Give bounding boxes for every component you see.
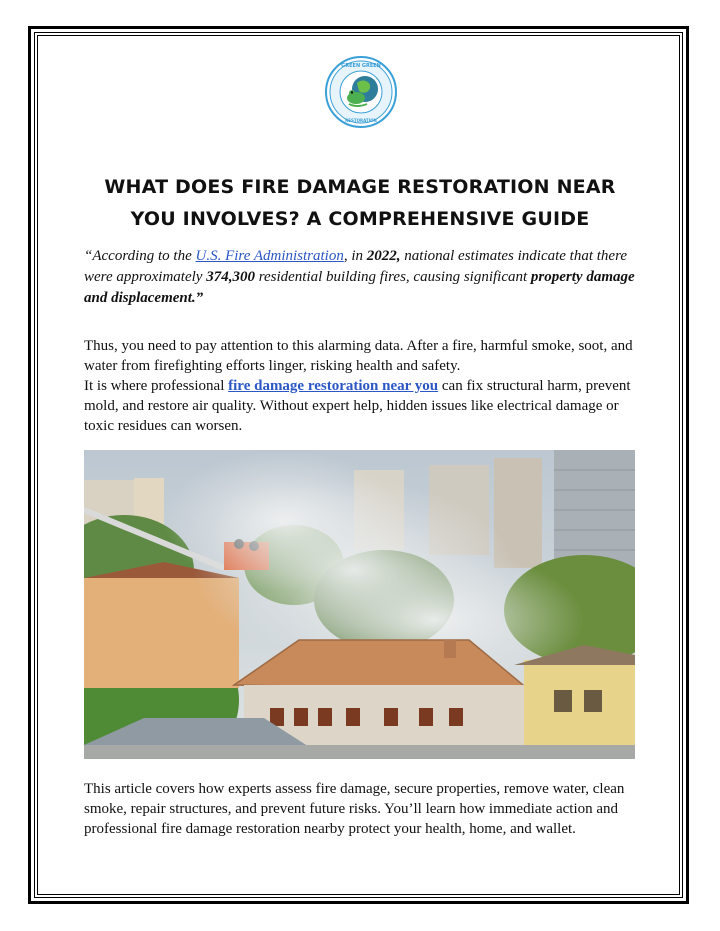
fire-administration-link[interactable]: U.S. Fire Administration [195,248,344,264]
frog-globe-logo-icon [325,56,397,128]
svg-text:RESTORATION: RESTORATION [345,118,377,123]
paragraph-intro-text-b-suffix: can fix structural harm, prevent mold, and restore air quality. Without expert help, hidden issues like electrical damage or toxic residues can worsen. [84,378,631,434]
paragraph-intro [84,336,644,436]
house-fire-photo-icon [84,450,635,759]
quote-after-count: residential building fires, causing significant [254,269,531,285]
quote-emphasis: property damage and displacement.” [84,269,635,306]
company-logo [325,56,397,128]
paragraph-article-overview: This article covers how experts assess fire damage, secure properties, remove water, clean smoke, repair structures, and prevent future risks. You’ll learn how immediate action and professional fire damage restoration nearby protect your health, home, and wallet. [84,781,625,837]
quote-mid: national estimates indicate that there were approximately [84,248,628,285]
title-line-2: YOU INVOLVES? A COMPREHENSIVE GUIDE [130,208,590,230]
svg-text:GREEN GREEN: GREEN GREEN [341,63,381,69]
quote-prefix: “According to the [84,248,196,264]
paragraph-intro-text-b-prefix: It is where professional [84,378,229,394]
quote-count: 374,300 [206,269,255,285]
quote-after-link: , in [343,248,367,264]
house-fire-photo [84,450,635,759]
intro-quote [84,246,644,309]
page-title [84,171,636,235]
quote-year: 2022, [366,248,401,264]
title-line-1: WHAT DOES FIRE DAMAGE RESTORATION NEAR [104,176,616,198]
fire-damage-restoration-link[interactable]: fire damage restoration near you [228,378,439,394]
paragraph-intro-text-a: Thus, you need to pay attention to this alarming data. After a fire, harmful smoke, soot, and water from firefighting efforts linger, risking health and safety. [84,338,633,374]
